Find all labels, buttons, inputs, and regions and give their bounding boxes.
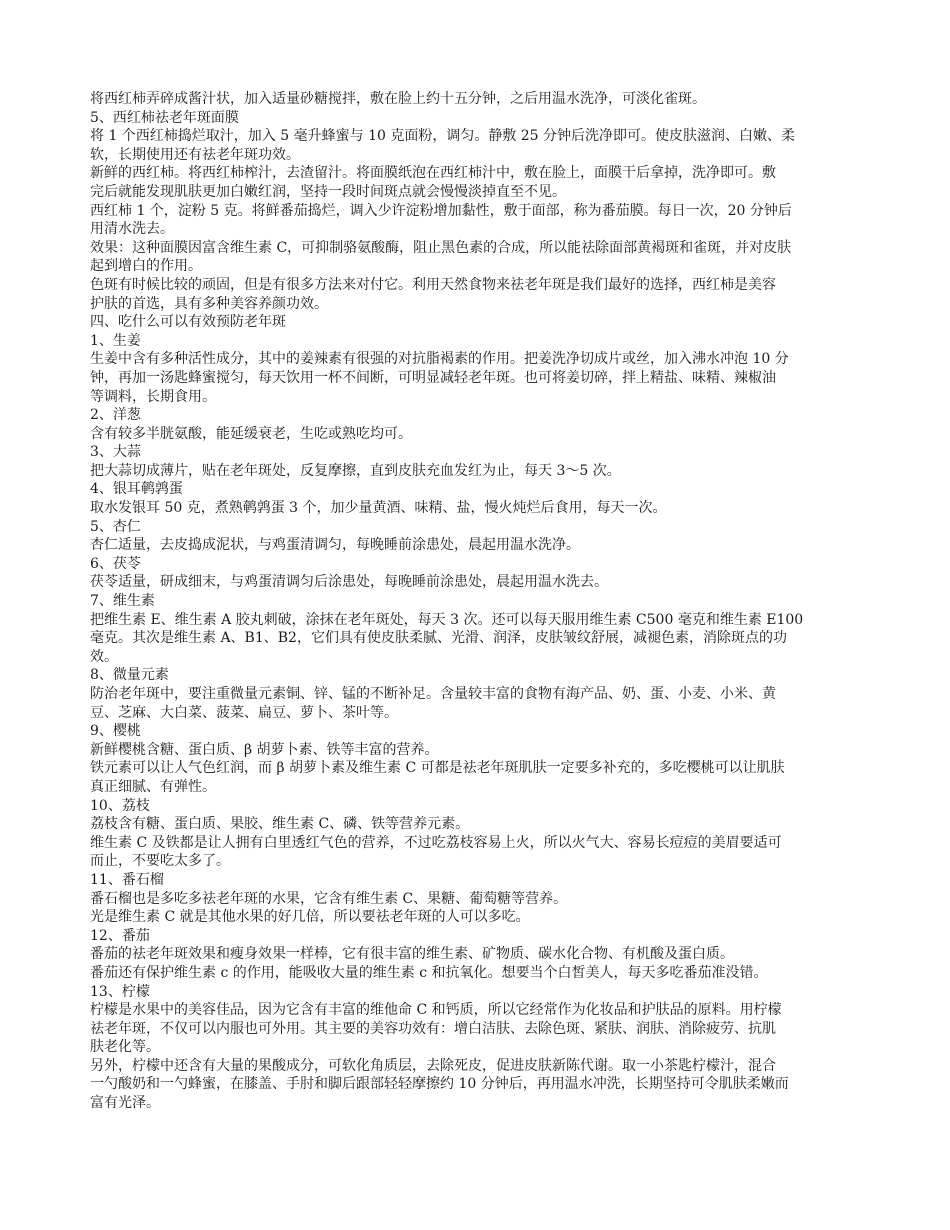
text-line: 把大蒜切成薄片，贴在老年斑处，反复摩擦，直到皮肤充血发红为止，每天 3～5 次。 — [90, 462, 621, 479]
text-line: 真正细腻、有弹性。 — [90, 778, 216, 795]
text-line: 2、洋葱 — [90, 407, 141, 424]
text-line: 4、银耳鹌鹑蛋 — [90, 481, 183, 498]
text-line: 7、维生素 — [90, 593, 155, 610]
text-line: 番茄的祛老年斑效果和瘦身效果一样棒，它有很丰富的维生素、矿物质、碳水化合物、有机酸及蛋白质。 — [90, 946, 734, 963]
text-line: 一勺酸奶和一勺蜂蜜，在膝盖、手肘和脚后跟部轻轻摩擦约 10 分钟后，再用温水冲洗，长期坚持可令肌肤柔嫩而 — [90, 1076, 789, 1093]
text-line: 起到增白的作用。 — [90, 258, 202, 275]
text-line: 肤老化等。 — [90, 1039, 160, 1056]
text-line: 祛老年斑，不仅可以内服也可外用。其主要的美容功效有：增白洁肤、去除色斑、紧肤、润肤、消除疲劳、抗肌 — [90, 1020, 776, 1037]
text-line: 四、吃什么可以有效预防老年斑 — [90, 314, 286, 331]
text-line: 8、微量元素 — [90, 667, 169, 684]
text-line: 取水发银耳 50 克，煮熟鹌鹑蛋 3 个，加少量黄酒、味精、盐，慢火炖烂后食用，每天一次。 — [90, 500, 667, 517]
text-line: 色斑有时候比较的顽固，但是有很多方法来对付它。利用天然食物来祛老年斑是我们最好的选择，西红柿是美容 — [90, 276, 776, 293]
text-line: 5、杏仁 — [90, 518, 141, 535]
text-line: 将 1 个西红柿捣烂取汁，加入 5 毫升蜂蜜与 10 克面粉，调匀。静敷 25 分钟后洗净即可。使皮肤滋润、白嫩、柔 — [90, 128, 796, 145]
text-line: 6、茯苓 — [90, 555, 141, 572]
text-line: 防治老年斑中，要注重微量元素铜、锌、锰的不断补足。含量较丰富的食物有海产品、奶、蛋、小麦、小米、黄 — [90, 686, 776, 702]
text-line: 豆、芝麻、大白菜、菠菜、扁豆、萝卜、茶叶等。 — [90, 704, 398, 721]
text-line: 12、番茄 — [90, 927, 150, 944]
text-line: 10、荔枝 — [90, 797, 150, 814]
text-line: 铁元素可以让人气色红润，而 β 胡萝卜素及维生素 C 可都是祛老年斑肌肤一定要多补充的，多吃樱桃可以让肌肤 — [90, 760, 785, 777]
text-line: 13、柠檬 — [90, 983, 150, 1000]
text-line: 富有光泽。 — [90, 1095, 160, 1112]
text-line: 毫克。其次是维生素 A、B1、B2，它们具有使皮肤柔腻、光滑、润泽，皮肤皱纹舒展，减褪色素，消除斑点的功 — [90, 630, 787, 647]
text-line: 护肤的首选，具有多种美容养颜功效。 — [90, 295, 328, 312]
text-line: 生姜中含有多种活性成分，其中的姜辣素有很强的对抗脂褐素的作用。把姜洗净切成片或丝，加入沸水冲泡 10 分 — [90, 351, 789, 368]
text-line: 效果：这种面膜因富含维生素 C，可抑制骆氨酸酶，阻止黑色素的合成，所以能祛除面部黄褐斑和雀斑，并对皮肤 — [90, 239, 792, 256]
text-line: 新鲜樱桃含糖、蛋白质、β 胡萝卜素、铁等丰富的营养。 — [90, 741, 439, 758]
document-page — [90, 90, 860, 1113]
text-line: 3、大蒜 — [90, 444, 141, 461]
text-line: 茯苓适量，研成细末，与鸡蛋清调匀后涂患处，每晚睡前涂患处，晨起用温水洗去。 — [90, 574, 608, 591]
text-line: 柠檬是水果中的美容佳品，因为它含有丰富的维他命 C 和钙质，所以它经常作为化妆品和护肤品的原料。用柠檬 — [90, 1002, 782, 1019]
text-line: 荔枝含有糖、蛋白质、果胶、维生素 C、磷、铁等营养元素。 — [90, 816, 470, 833]
text-line: 等调料，长期食用。 — [90, 388, 216, 405]
text-line: 维生素 C 及铁都是让人拥有白里透红气色的营养，不过吃荔枝容易上火，所以火气大、容易长痘痘的美眉要适可 — [90, 834, 782, 851]
text-line: 9、樱桃 — [90, 723, 141, 740]
text-line: 效。 — [90, 648, 118, 665]
text-line: 而止，不要吃太多了。 — [90, 853, 230, 870]
text-line: 把维生素 E、维生素 A 胶丸刺破，涂抹在老年斑处，每天 3 次。还可以每天服用维生素 C500 毫克和维生素 E100 — [90, 611, 804, 628]
text-line: 完后就能发现肌肤更加白嫩红润，坚持一段时间斑点就会慢慢淡掉直至不见。 — [90, 183, 566, 200]
text-line: 用清水洗去。 — [90, 221, 174, 238]
text-line: 光是维生素 C 就是其他水果的好几倍，所以要祛老年斑的人可以多吃。 — [90, 909, 530, 926]
text-line: 含有较多半胱氨酸，能延缓衰老，生吃或熟吃均可。 — [90, 425, 412, 442]
text-line: 将西红柿弄碎成酱汁状，加入适量砂糖搅拌，敷在脸上约十五分钟，之后用温水洗净，可淡化雀斑。 — [90, 91, 706, 107]
text-line: 11、番石榴 — [90, 871, 164, 888]
text-line: 1、生姜 — [90, 332, 141, 349]
text-line: 5、西红柿祛老年斑面膜 — [90, 109, 239, 126]
text-line: 杏仁适量，去皮捣成泥状，与鸡蛋清调匀，每晚睡前涂患处，晨起用温水洗净。 — [90, 537, 580, 554]
text-line: 番石榴也是多吃多祛老年斑的水果，它含有维生素 C、果糖、葡萄糖等营养。 — [90, 890, 568, 907]
text-line: 软，长期使用还有祛老年斑功效。 — [90, 146, 300, 163]
text-line: 另外，柠檬中还含有大量的果酸成分，可软化角质层，去除死皮，促进皮肤新陈代谢。取一小茶匙柠檬汁，混合 — [90, 1057, 776, 1074]
text-line: 新鲜的西红柿。将西红柿榨汁，去渣留汁。将面膜纸泡在西红柿汁中，敷在脸上，面膜干后拿掉，洗净即可。敷 — [90, 165, 776, 182]
text-line: 西红柿 1 个，淀粉 5 克。将鲜番茄捣烂，调入少许淀粉增加黏性，敷于面部，称为番茄膜。每日一次，20 分钟后 — [90, 202, 792, 219]
text-line: 钟，再加一汤匙蜂蜜搅匀，每天饮用一杯不间断，可明显减轻老年斑。也可将姜切碎，拌上精盐、味精、辣椒油 — [90, 369, 776, 386]
text-line: 番茄还有保护维生素 c 的作用，能吸收大量的维生素 c 和抗氧化。想要当个白皙美人，每天多吃番茄准没错。 — [90, 964, 768, 981]
